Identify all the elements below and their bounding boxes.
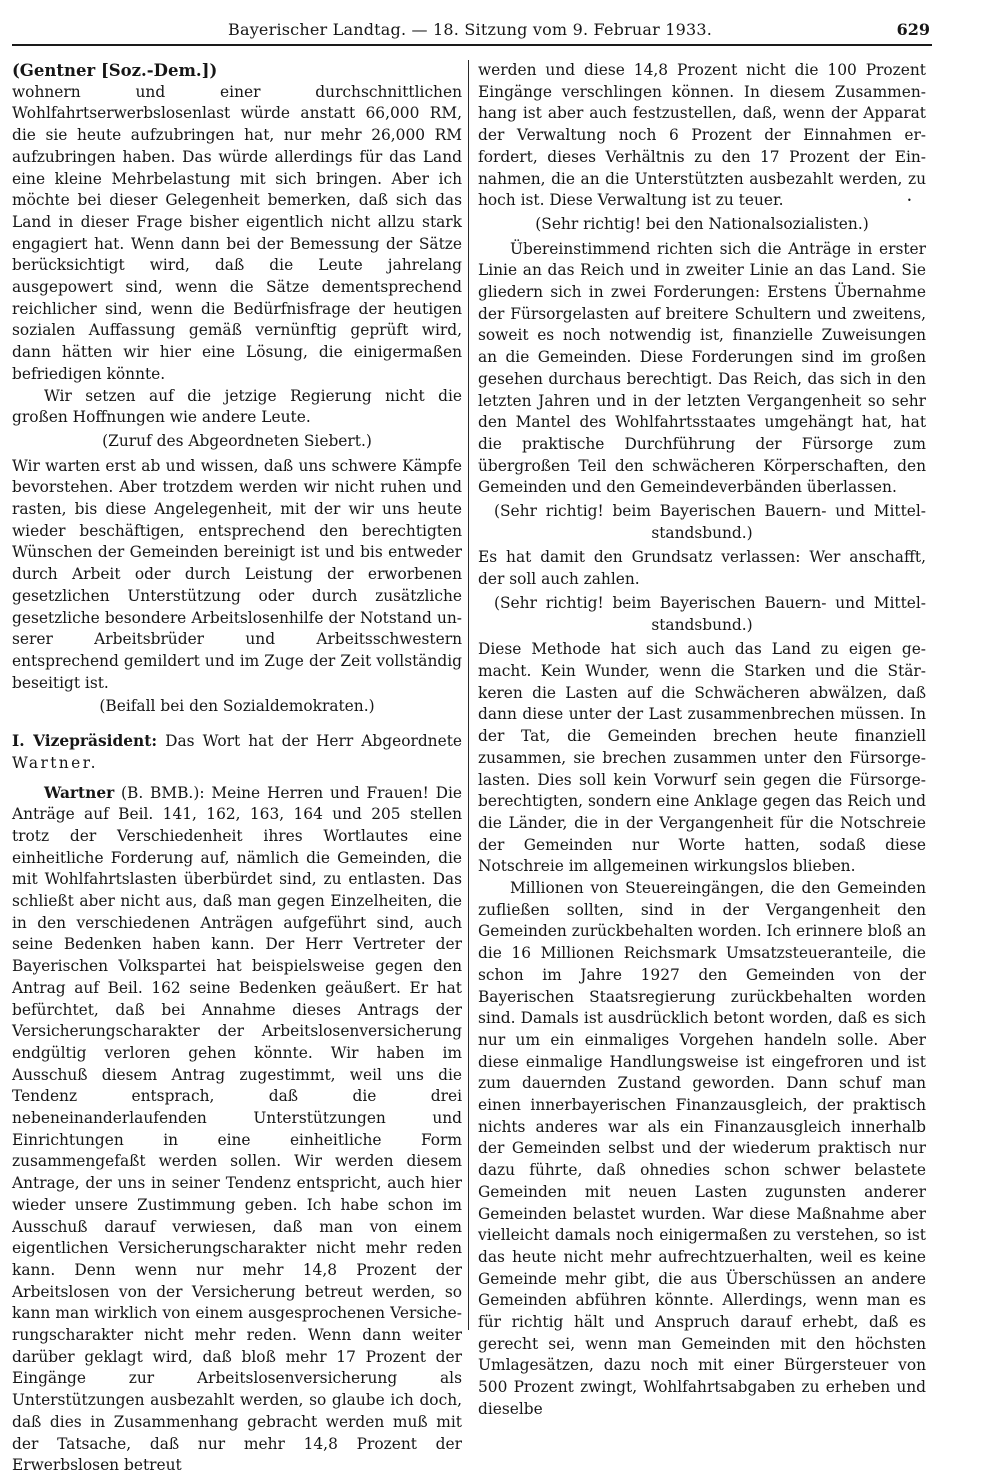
print-speck: • [907, 196, 912, 205]
chair-statement [12, 731, 462, 774]
page-number: 629 [897, 20, 930, 39]
speech-opening [12, 783, 462, 1477]
paragraph: Wir setzen auf die jetzige Regierung nicht die großen Hoffnungen wie andere Leute. [12, 386, 462, 429]
paragraph: Diese Methode hat sich auch das Land zu eigen gemacht. Kein Wunder, wenn die Starken und die Stärkeren die Lasten auf die Schwächeren abwälzen, daß dann diese unter der Last zusammenbrechen müssen. In der Tat, die Gemeinden brechen heute finanziell zusammen, sie brechen zusammen unter den Fürsorgelasten. Dies soll kein Vorwurf sein gegen die Fürsorgeberechtigten, sondern eine Anklage gegen das Reich und die Länder, die in der Vergangenheit für die Notschreie der Gemeinden nur Worte hatten, sodaß diese Notschreie im allgemeinen wirkungslos blieben. [478, 639, 926, 878]
spacer [12, 721, 462, 731]
running-title: Bayerischer Landtag. — 18. Sitzung vom 9. Februar 1933. [228, 20, 712, 39]
vice-president-label: I. Vizepräsident: [12, 732, 157, 750]
interjection: (Beifall bei den Sozialdemokraten.) [12, 696, 462, 718]
speaker-continuation: (Gentner [Soz.-Dem.]) [12, 60, 462, 82]
paragraph: wohnern und einer durchschnittlichen Wohlfahrtserwerbslosenlast würde anstatt 66,000 RM, die sie heute aufzubringen hat, nur mehr 26,000 RM aufzubringen haben. Das würde allerdings für das Land eine kleine Mehrbelastung mit sich bringen. Aber ich möchte bei dieser Gelegenheit bemerken, daß sich das Land in dieser Frage bisher eigentlich nicht allzu stark engagiert hat. Wenn dann bei der Bemessung der Sätze berücksichtigt wird, daß die Leute jahrelang ausgepowert sind, wenn die Sätze dementsprechend reichlicher sind, wenn die Bedürfnisfrage der heutigen sozialen Auffassung gemäß vernünftig geprüft wird, dann hätten wir hier eine Lösung, die einigermaßen befriedigen könnte. [12, 82, 462, 386]
paragraph: Wir warten erst ab und wissen, daß uns schwere Kämpfe bevorstehen. Aber trotzdem werden wir nicht ruhen und rasten, bis diese Angelegenheit, mit der wir uns heute wieder beschäftigen, entsprechend den berechtigten Wünschen der Gemeinden bereinigt ist und bis entweder durch Arbeit oder durch Leistung der erworbenen gesetzlichen Unterstützung oder durch zusätzliche gesetzliche besondere Arbeitslosenhilfe der Notstand unserer Arbeitsbrüder und Arbeitsschwestern entsprechend gemildert und im Zuge der Zeit vollständig beseitigt ist. [12, 456, 462, 695]
spacer [12, 775, 462, 783]
right-column [478, 60, 926, 1421]
speaker-name: Wartner [44, 784, 114, 802]
paragraph: Übereinstimmend richten sich die Anträge in erster Linie an das Reich und in zweiter Linie an das Land. Sie gliedern sich in zwei Forderungen: Erstens Übernahme der Fürsorgelasten auf breitere Schultern und zweitens, soweit es noch notwendig ist, finanzielle Zuweisungen an die Gemeinden. Diese Forderungen sind im großen gesehen durchaus berechtigt. Das Reich, das sich in den letzten Jahren und in der letzten Vergangenheit so sehr den Mantel des Wohlfahrtsstaates umgehängt hat, hat die praktische Durchführung der Fürsorge zum übergroßen Teil den schwächeren Körperschaften, den Gemeinden und den Gemeindeverbänden überlassen. [478, 239, 926, 499]
left-column [12, 60, 462, 1477]
paragraph: Millionen von Steuereingängen, die den Gemeinden zufließen sollten, sind in der Vergangenheit den Gemeinden zurückbehalten worden. Ich erinnere bloß an die 16 Millionen Reichsmark Umsatzsteueranteile, die schon im Jahre 1927 den Gemeinden von der Bayerischen Staatsregierung zurückbehalten worden sind. Damals ist ausdrücklich betont worden, daß es sich nur um ein einmaliges Vorgehen handeln solle. Aber diese einmalige Handlungsweise ist eingefroren und ist zum dauernden Zustand geworden. Dann schuf man einen innerbayerischen Finanzausgleich, der praktisch nichts anderes war als ein Finanzausgleich innerhalb der Gemeinden selbst und der wiederum praktisch nur dazu führte, daß ohnedies schon schwer belastete Gemeinden mit neuen Lasten zugunsten anderer Gemeinden belastet wurden. War diese Maßnahme aber vielleicht damals noch einigermaßen zu verstehen, so ist das heute nicht mehr aufrechtzuerhalten, weil es keine Gemeinde mehr gibt, die aus Überschüssen an andere Gemeinden abführen könnte. Allerdings, wenn man es für richtig hält und Anspruch darauf erhebt, daß es gerecht sei, wenn man Gemeinden mit den höchsten Umlagesätzen, dazu noch mit einer Bürgersteuer von 500 Prozent zwingt, Wohlfahrtsabgaben zu erheben und dieselbe [478, 878, 926, 1421]
paragraph: Es hat damit den Grundsatz verlassen: Wer anschafft, der soll auch zahlen. [478, 547, 926, 590]
speech-text: Meine Herren und Frauen! Die Anträge auf Beil. 141, 162, 163, 164 und 205 stellen trotz der Verschiedenheit ihres Wortlautes eine einheitliche Forderung auf, nämlich die Gemeinden, die mit Wohlfahrtslasten überbürdet sind, zu entlasten. Das schließt aber nicht aus, daß man gegen Einzelheiten, die in den verschiedenen Anträgen aufgeführt sind, auch seine Bedenken haben kann. Der Herr Vertreter der Bayerischen Volkspartei hat beispielsweise gegen den Antrag auf Beil. 162 seine Bedenken geäußert. Er hat befürchtet, daß bei Annahme dieses Antrags der Versicherungscharakter der Arbeitslosenversicherung endgültig verloren gehen könnte. Wir haben im Ausschuß diesem Antrag zugestimmt, weil uns die Tendenz entsprach, daß die drei nebeneinanderlaufenden Unterstützungen und Einrichtungen in eine einheitliche Form zusammengefaßt werden sollen. Wir werden diesem Antrage, der uns in seiner Tendenz entspricht, auch hier wieder unsere Zustimmung geben. Ich habe schon im Ausschuß darauf verwiesen, daß man von einem eigentlichen Versicherungscharakter nicht mehr reden kann. Denn wenn nur mehr 14,8 Prozent der Arbeitslosen von der Versicherung betreut werden, so kann man wirklich von einem ausgesprochenen Versicherungscharakter nicht mehr reden. Wenn dann weiter darüber geklagt wird, daß bloß mehr 17 Prozent der Eingänge zur Arbeitslosenversicherung als Unterstützungen ausbezahlt werden, so glaube ich doch, daß dies in Zusammenhang gebracht werden muß mit der Tatsache, daß nur mehr 14,8 Prozent der Erwerbslosen betreut [12, 784, 462, 1475]
interjection: (Zuruf des Abgeordneten Siebert.) [12, 431, 462, 453]
chair-text: Das Wort hat der Herr Abgeordnete [165, 732, 462, 750]
paragraph: werden und diese 14,8 Prozent nicht die 100 Prozent Eingänge verschlingen können. In diesem Zusammenhang ist aber auch festzustellen, daß, wenn der Apparat der Verwaltung noch 6 Prozent der Einnahmen erfordert, dieses Verhältnis zu den 17 Prozent der Einnahmen, die an die Unterstützten ausbezahlt werden, zu hoch ist. Diese Verwaltung ist zu teuer. [478, 60, 926, 212]
next-speaker-name: Wartner. [12, 754, 98, 772]
header-rule [12, 44, 932, 46]
speaker-party: (B. BMB.): [121, 784, 204, 802]
interjection: (Sehr richtig! bei den Nationalsozialisten.) [478, 214, 926, 236]
interjection: (Sehr richtig! beim Bayerischen Bauern- und Mittelstandsbund.) [478, 501, 926, 544]
column-divider [468, 60, 469, 1330]
interjection: (Sehr richtig! beim Bayerischen Bauern- und Mittelstandsbund.) [478, 593, 926, 636]
page-header [12, 16, 930, 44]
